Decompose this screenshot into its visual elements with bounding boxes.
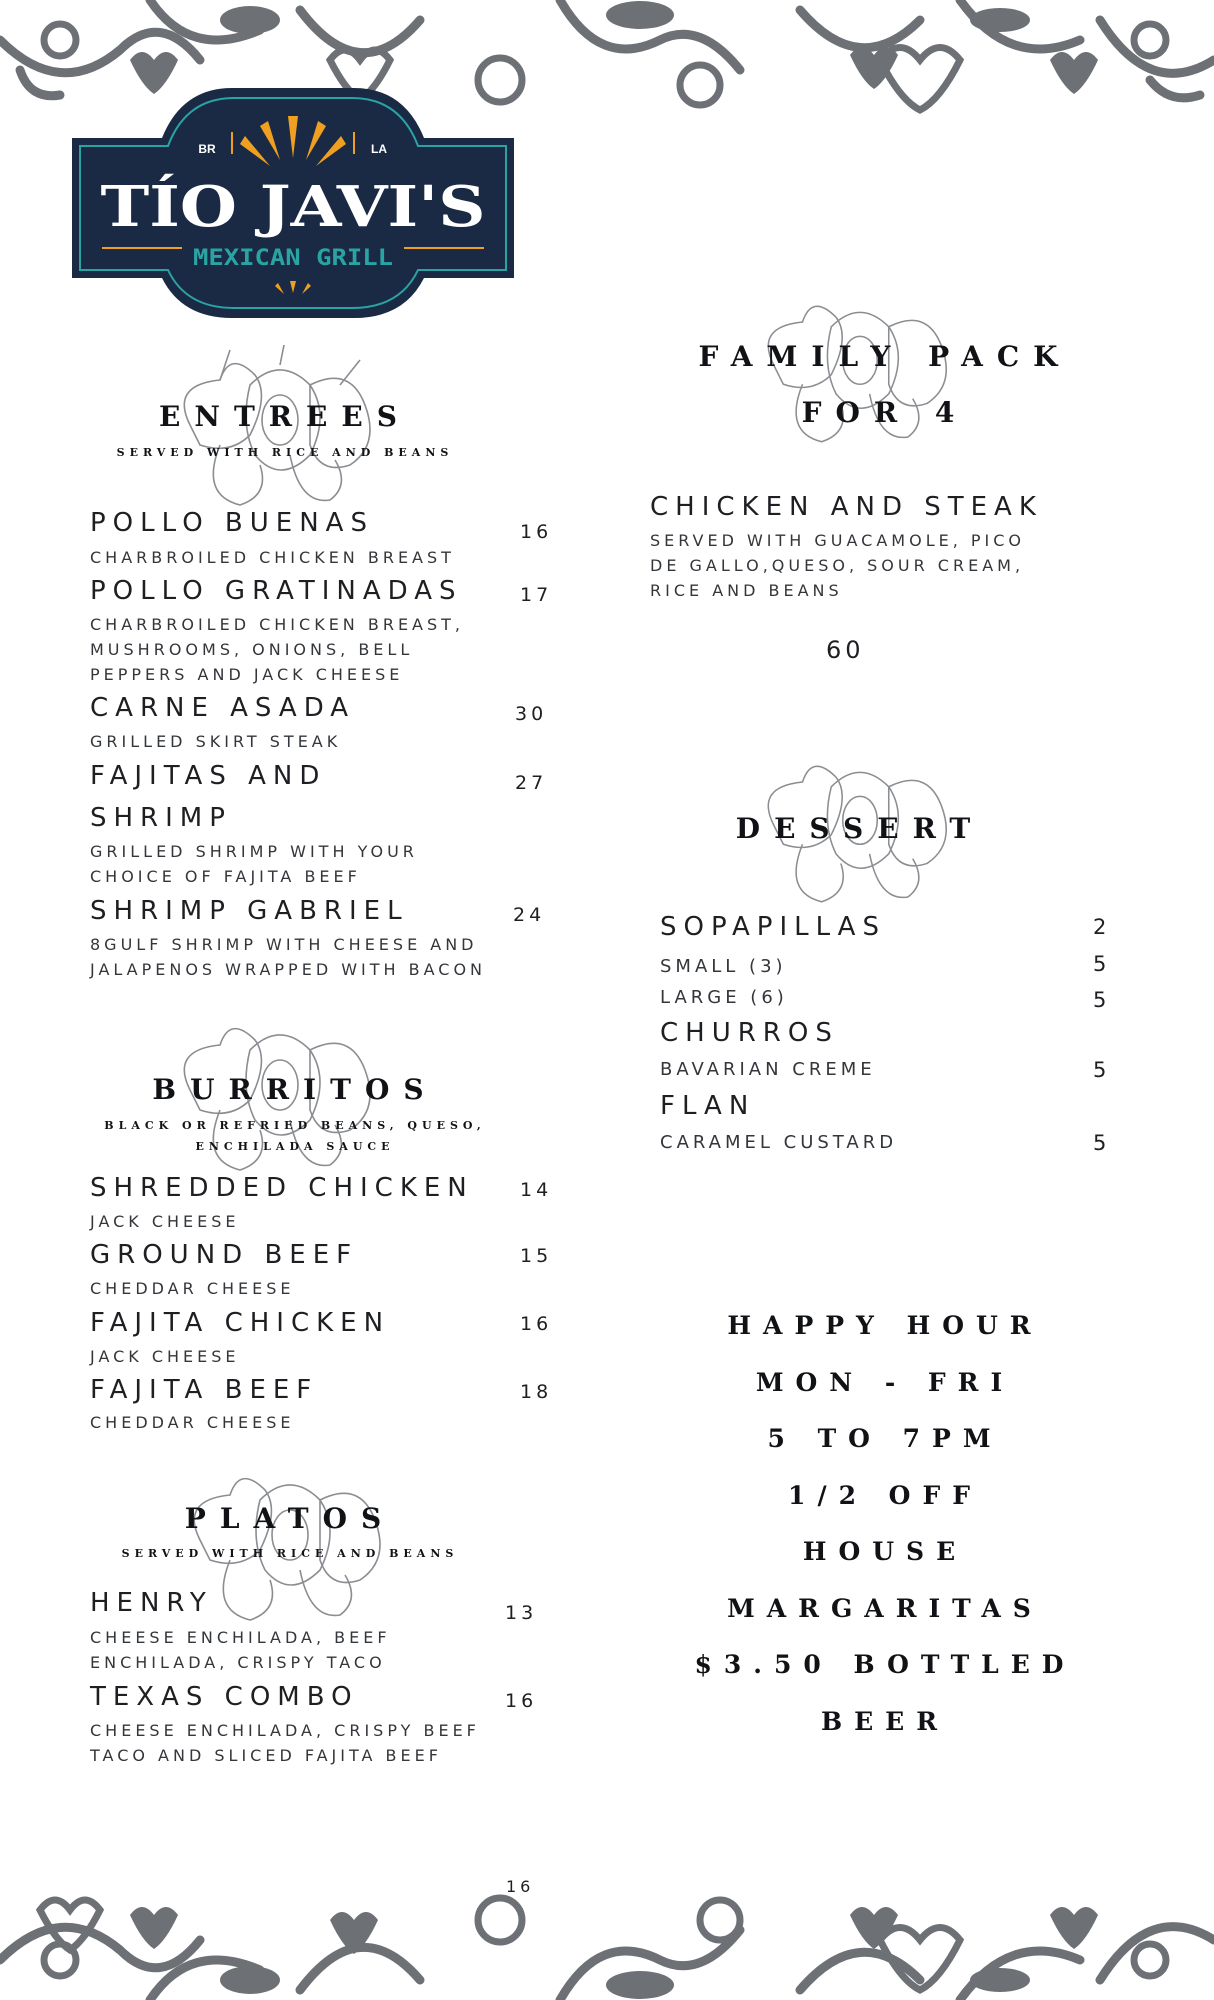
entree-price: 17	[520, 584, 553, 606]
burritos-subheading: BLACK OR REFRIED BEANS, QUESO,	[104, 1119, 486, 1132]
plato-desc: TACO AND SLICED FAJITA BEEF	[90, 1746, 442, 1765]
entree-desc: MUSHROOMS, ONIONS, BELL	[90, 640, 414, 659]
dessert-option: SMALL (3)	[660, 956, 787, 977]
family-pack-item-name: CHICKEN AND STEAK	[650, 492, 1043, 522]
dessert-price: 5	[1093, 1058, 1111, 1082]
burrito-name: SHREDDED CHICKEN	[90, 1173, 474, 1203]
entree-desc: JALAPENOS WRAPPED WITH BACON	[90, 960, 487, 979]
entree-name: POLLO BUENAS	[90, 508, 374, 538]
dessert-heading: DESSERT	[735, 812, 985, 845]
burrito-price: 18	[520, 1381, 553, 1403]
dessert-price: 5	[1093, 988, 1111, 1012]
dessert-option: BAVARIAN CREME	[660, 1059, 876, 1080]
family-pack-desc: DE GALLO,QUESO, SOUR CREAM,	[650, 556, 1025, 575]
family-pack-desc: SERVED WITH GUACAMOLE, PICO	[650, 531, 1026, 550]
happy-hour-line: MON - FRI	[755, 1368, 1015, 1397]
happy-hour-line: MARGARITAS	[727, 1594, 1043, 1623]
platos-heading: PLATOS	[184, 1502, 396, 1535]
happy-hour-line: HAPPY HOUR	[727, 1311, 1043, 1340]
entree-name: FAJITAS AND	[90, 761, 327, 791]
entree-price: 16	[520, 521, 553, 543]
dessert-name: CHURROS	[660, 1018, 839, 1048]
family-pack-heading: FOR 4	[801, 396, 969, 429]
page-number: 16	[506, 1877, 535, 1896]
entree-desc: CHARBROILED CHICKEN BREAST,	[90, 615, 465, 634]
dessert-name: FLAN	[660, 1091, 756, 1121]
plato-desc: ENCHILADA, CRISPY TACO	[90, 1653, 386, 1672]
happy-hour-line: 1/2 OFF	[788, 1481, 982, 1510]
entree-name: CARNE ASADA	[90, 693, 356, 723]
burrito-name: FAJITA BEEF	[90, 1375, 319, 1405]
platos-subheading: SERVED WITH RICE AND BEANS	[121, 1547, 459, 1560]
happy-hour-line: 5 TO 7PM	[767, 1424, 1003, 1453]
burrito-price: 14	[520, 1179, 553, 1201]
entrees-subheading: SERVED WITH RICE AND BEANS	[116, 446, 454, 459]
happy-hour-line: HOUSE	[802, 1537, 968, 1566]
logo-left-text: BR	[198, 142, 216, 156]
dessert-price: 2	[1093, 915, 1111, 939]
burrito-desc: JACK CHEESE	[90, 1347, 240, 1366]
entree-desc: GRILLED SHRIMP WITH YOUR	[90, 842, 418, 861]
plato-name: HENRY	[90, 1588, 213, 1618]
entree-desc: CHARBROILED CHICKEN BREAST	[90, 548, 455, 567]
dessert-name: SOPAPILLAS	[660, 912, 886, 942]
burrito-desc: JACK CHEESE	[90, 1212, 240, 1231]
dessert-price: 5	[1093, 952, 1111, 976]
plato-desc: CHEESE ENCHILADA, BEEF	[90, 1628, 391, 1647]
happy-hour-line: $3.50 BOTTLED	[694, 1650, 1076, 1679]
entrees-heading: ENTREES	[159, 400, 411, 433]
burritos-subheading: ENCHILADA SAUCE	[195, 1140, 395, 1153]
burrito-name: GROUND BEEF	[90, 1240, 359, 1270]
family-pack-heading: FAMILY PACK	[698, 340, 1072, 373]
family-pack-desc: RICE AND BEANS	[650, 581, 843, 600]
logo-title: TÍO JAVI'S	[100, 174, 430, 240]
logo-right-text: LA	[371, 142, 387, 156]
plato-desc: CHEESE ENCHILADA, CRISPY BEEF	[90, 1721, 480, 1740]
entree-desc: 8GULF SHRIMP WITH CHEESE AND	[90, 935, 478, 954]
burrito-desc: CHEDDAR CHEESE	[90, 1413, 295, 1432]
entree-price: 27	[515, 772, 548, 794]
burrito-price: 16	[520, 1313, 553, 1335]
entree-desc: CHOICE OF FAJITA BEEF	[90, 867, 361, 886]
happy-hour-line: BEER	[820, 1707, 950, 1736]
logo-subtitle: MEXICAN GRILL	[193, 246, 393, 271]
entree-price: 24	[513, 904, 546, 926]
entree-name: SHRIMP GABRIEL	[90, 896, 409, 926]
entree-price: 30	[515, 703, 548, 725]
plato-price: 13	[505, 1602, 538, 1624]
dessert-option: LARGE (6)	[660, 987, 788, 1008]
plato-name: TEXAS COMBO	[90, 1682, 359, 1712]
floral-border-bottom	[0, 1880, 1214, 2000]
family-pack-price: 60	[826, 636, 865, 664]
entree-name: SHRIMP	[90, 803, 232, 833]
burrito-desc: CHEDDAR CHEESE	[90, 1279, 295, 1298]
burrito-price: 15	[520, 1245, 553, 1267]
dessert-option: CARAMEL CUSTARD	[660, 1132, 898, 1153]
entree-name: POLLO GRATINADAS	[90, 576, 463, 606]
burritos-heading: BURRITOS	[152, 1073, 438, 1106]
plato-price: 16	[505, 1690, 538, 1712]
burrito-name: FAJITA CHICKEN	[90, 1308, 391, 1338]
entree-desc: PEPPERS AND JACK CHEESE	[90, 665, 404, 684]
entree-desc: GRILLED SKIRT STEAK	[90, 732, 342, 751]
dessert-price: 5	[1093, 1131, 1111, 1155]
restaurant-logo	[72, 88, 514, 318]
